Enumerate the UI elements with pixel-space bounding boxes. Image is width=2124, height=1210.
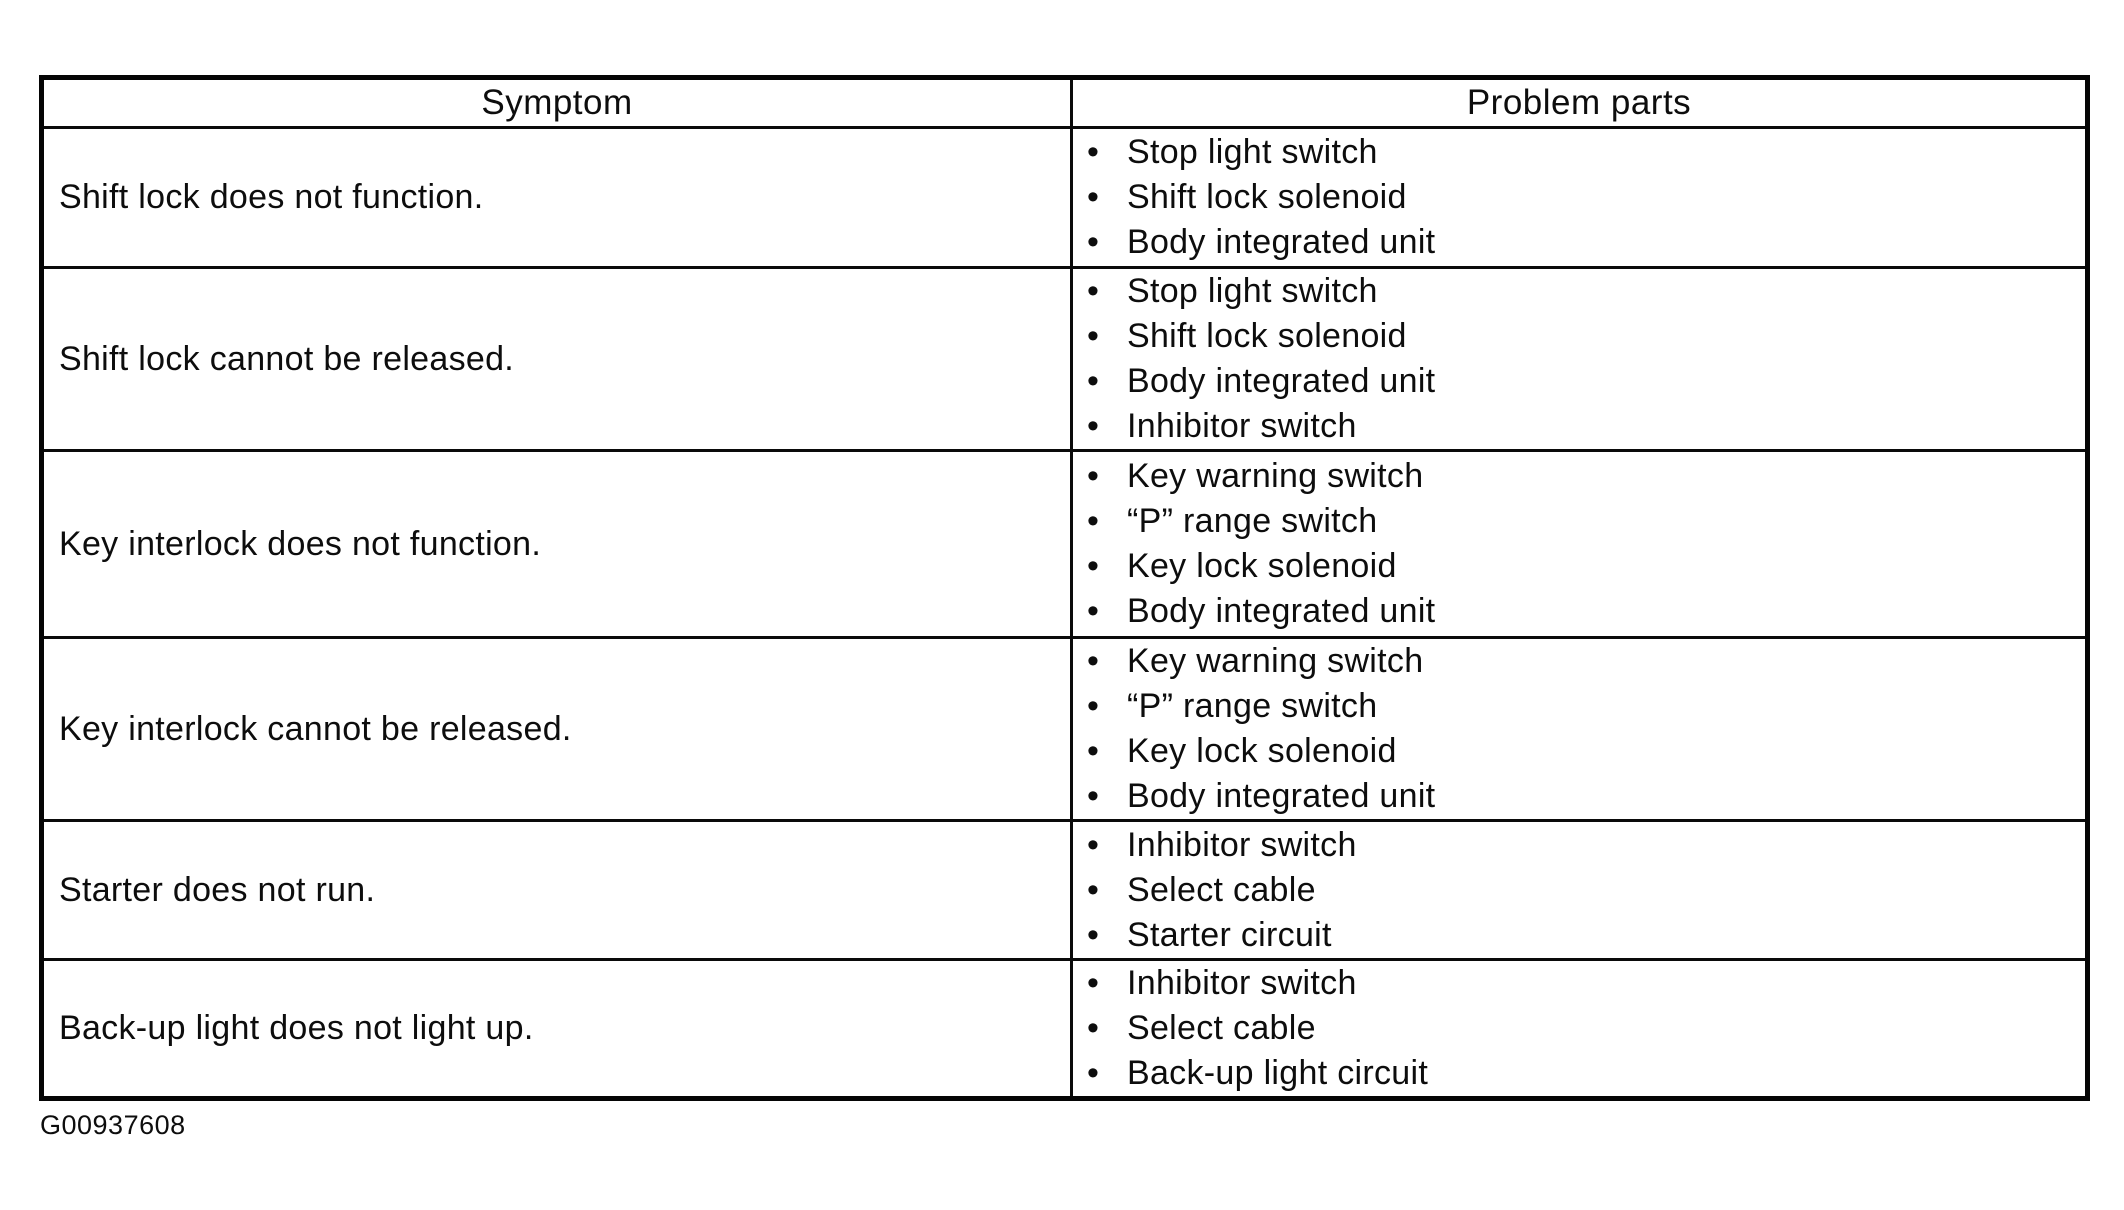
symptom-cell: Shift lock does not function.: [42, 128, 1072, 268]
problem-parts-cell: [1072, 638, 2088, 821]
problem-parts-list: [1073, 639, 2085, 819]
problem-part-item: • Inhibitor switch: [1073, 961, 2085, 1006]
problem-part-item: • Stop light switch: [1073, 269, 2085, 314]
problem-part-item: • Body integrated unit: [1073, 220, 2085, 265]
symptom-cell: Key interlock does not function.: [42, 451, 1072, 638]
problem-part-item: • Back-up light circuit: [1073, 1051, 2085, 1096]
symptom-cell: Key interlock cannot be released.: [42, 638, 1072, 821]
problem-part-item: • Body integrated unit: [1073, 359, 2085, 404]
problem-part-item: • Inhibitor switch: [1073, 823, 2085, 868]
column-header-symptom: Symptom: [42, 78, 1072, 128]
problem-part-item: • Starter circuit: [1073, 913, 2085, 958]
problem-part-item: • “P” range switch: [1073, 684, 2085, 729]
problem-parts-cell: [1072, 128, 2088, 268]
problem-part-item: • Key warning switch: [1073, 639, 2085, 684]
problem-parts-cell: [1072, 451, 2088, 638]
problem-part-item: • Shift lock solenoid: [1073, 175, 2085, 220]
problem-part-item: • Stop light switch: [1073, 130, 2085, 175]
problem-part-item: • “P” range switch: [1073, 499, 2085, 544]
problem-parts-cell: [1072, 268, 2088, 451]
table-header-row: [42, 78, 2088, 128]
table-row: [42, 638, 2088, 821]
problem-part-item: • Select cable: [1073, 1006, 2085, 1051]
table-row: [42, 128, 2088, 268]
problem-part-item: • Key lock solenoid: [1073, 729, 2085, 774]
problem-part-item: • Inhibitor switch: [1073, 404, 2085, 449]
problem-part-item: • Select cable: [1073, 868, 2085, 913]
problem-parts-list: [1073, 269, 2085, 449]
table-row: [42, 451, 2088, 638]
table-row: [42, 268, 2088, 451]
problem-part-item: • Key warning switch: [1073, 454, 2085, 499]
problem-parts-list: [1073, 961, 2085, 1096]
symptom-cell: Back-up light does not light up.: [42, 960, 1072, 1099]
table-row: [42, 821, 2088, 960]
column-header-problem-parts: Problem parts: [1072, 78, 2088, 128]
symptom-cell: Shift lock cannot be released.: [42, 268, 1072, 451]
figure-code: G00937608: [40, 1110, 186, 1140]
problem-parts-list: [1073, 130, 2085, 265]
problem-part-item: • Shift lock solenoid: [1073, 314, 2085, 359]
symptom-problem-parts-table: [39, 75, 2090, 1101]
problem-parts-list: [1073, 454, 2085, 634]
problem-part-item: • Body integrated unit: [1073, 589, 2085, 634]
problem-part-item: • Key lock solenoid: [1073, 544, 2085, 589]
problem-part-item: • Body integrated unit: [1073, 774, 2085, 819]
problem-parts-cell: [1072, 821, 2088, 960]
problem-parts-cell: [1072, 960, 2088, 1099]
table-row: [42, 960, 2088, 1099]
problem-parts-list: [1073, 823, 2085, 958]
symptom-cell: Starter does not run.: [42, 821, 1072, 960]
